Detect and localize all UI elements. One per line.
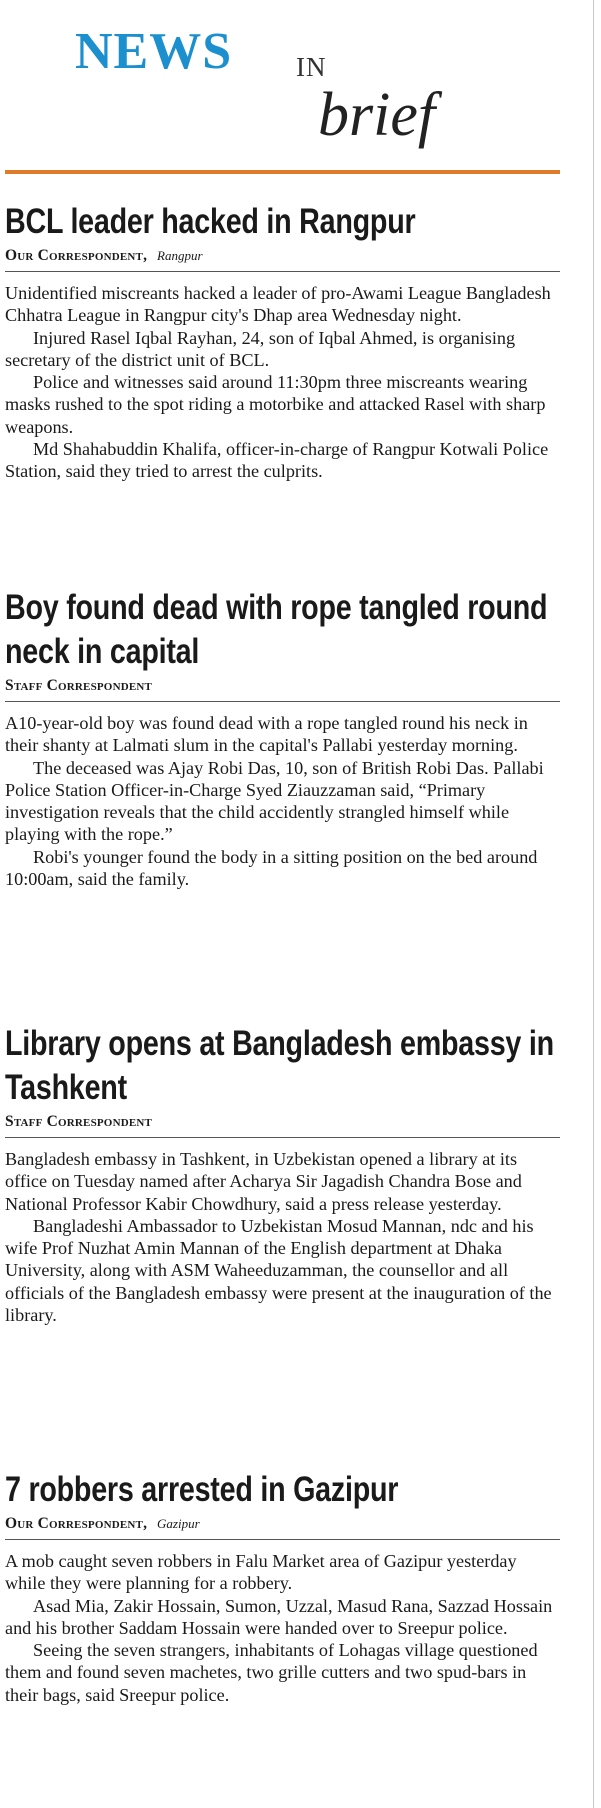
article-byline [5, 1514, 560, 1540]
article-paragraph: Bangladesh embassy in Tashkent, in Uzbekistan opened a library at its office on Tuesday named after Acharya Sir Jagadish Chandra Bose and National Professor Kabir Chowdhury, said a press release yesterday. [5, 1149, 522, 1214]
article-headline: Library opens at Bangladesh embassy in Tashkent [5, 1024, 554, 1107]
article-headline: BCL leader hacked in Rangpur [5, 202, 416, 241]
masthead-news: NEWS [75, 23, 233, 80]
article-paragraph: Robi's younger found the body in a sitting position on the bed around 10:00am, said the family. [5, 846, 538, 890]
masthead-rule [5, 170, 560, 174]
article-paragraph: Bangladeshi Ambassador to Uzbekistan Mosud Mannan, ndc and his wife Prof Nuzhat Amin Mannan of the English department at Dhaka University, along with ASM Waheeduzamman, the counsellor and all officials of the Bangladesh embassy were present at the inauguration of the library. [5, 1215, 552, 1326]
article-robbers-gazipur [5, 1468, 560, 1706]
article-headline: 7 robbers arrested in Gazipur [5, 1470, 399, 1509]
article-paragraph: A10-year-old boy was found dead with a rope tangled round his neck in their shanty at Lalmati slum in the capital's Pallabi yesterday morning. [5, 713, 528, 756]
article-body [5, 1148, 560, 1326]
article-paragraph: Md Shahabuddin Khalifa, officer-in-charge of Rangpur Kotwali Police Station, said they tried to arrest the culprits. [5, 439, 549, 482]
byline-place: Rangpur [157, 248, 203, 263]
article-byline [5, 1112, 560, 1138]
article-paragraph: The deceased was Ajay Robi Das, 10, son of British Robi Das. Pallabi Police Station Officer-in-Charge Syed Ziauzzaman said, “Primary investigation reveals that the child accidently strangled himself while playing with the rope.” [5, 757, 544, 845]
article-paragraph: Injured Rasel Iqbal Rayhan, 24, son of Iqbal Ahmed, is organising secretary of the district unit of BCL. [5, 327, 516, 370]
byline-author: Staff Correspondent [5, 677, 153, 694]
article-paragraph: A mob caught seven robbers in Falu Market area of Gazipur yesterday while they were planning for a robbery. [5, 1551, 517, 1594]
article-paragraph: Asad Mia, Zakir Hossain, Sumon, Uzzal, Masud Rana, Sazzad Hossain and his brother Saddam Hossain were handed over to Sreepur police. [5, 1595, 553, 1638]
article-body [5, 1550, 560, 1706]
article-bcl-leader [5, 200, 560, 483]
article-library-tashkent [5, 1022, 560, 1326]
article-body [5, 282, 560, 483]
masthead-in: IN [296, 52, 327, 82]
article-paragraph: Unidentified miscreants hacked a leader of pro-Awami League Bangladesh Chhatra League in Rangpur city's Dhap area Wednesday night. [5, 283, 551, 326]
article-paragraph: Police and witnesses said around 11:30pm three miscreants wearing masks rushed to the spot riding a motorbike and attacked Rasel with sharp weapons. [5, 372, 546, 437]
byline-author: Our Correspondent, [5, 1515, 148, 1532]
article-paragraph: Seeing the seven strangers, inhabitants of Lohagas village questioned them and found seven machetes, two grille cutters and two spud-bars in their bags, said Sreepur police. [5, 1640, 538, 1705]
article-body [5, 712, 560, 890]
column-divider [593, 0, 594, 1808]
masthead-brief: brief [318, 81, 436, 149]
byline-place: Gazipur [157, 1516, 200, 1531]
article-byline [5, 246, 560, 272]
masthead [0, 0, 560, 178]
article-byline [5, 676, 560, 702]
byline-author: Our Correspondent, [5, 247, 148, 264]
article-boy-found-dead [5, 586, 560, 890]
byline-author: Staff Correspondent [5, 1113, 153, 1130]
article-headline: Boy found dead with rope tangled round neck in capital [5, 588, 548, 671]
